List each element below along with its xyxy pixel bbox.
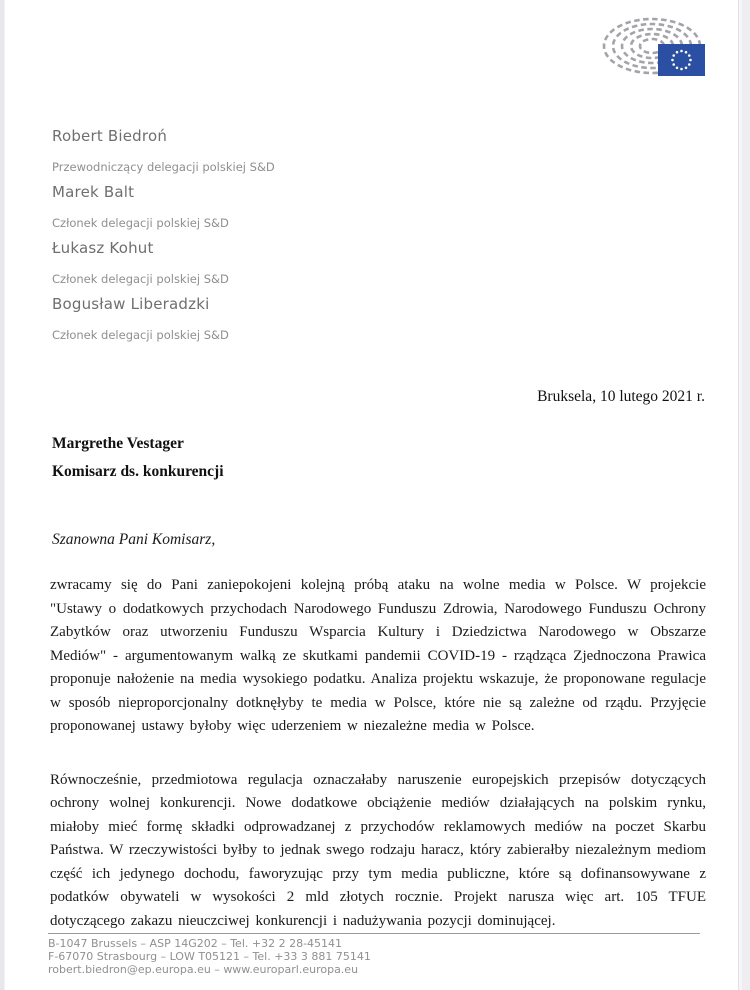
signatory-title: Członek delegacji polskiej S&D [52,216,229,230]
page-right-edge [738,0,750,990]
footer-strasbourg-line: F-67070 Strasbourg – LOW T05121 – Tel. +33 3 881 75141 [48,950,371,963]
signatory-title: Przewodniczący delegacji polskiej S&D [52,160,275,174]
signatory-title: Członek delegacji polskiej S&D [52,272,229,286]
signatory-name: Marek Balt [52,183,135,201]
eu-flag-icon [658,44,705,76]
signatory-name: Łukasz Kohut [52,239,154,257]
dateline: Bruksela, 10 lutego 2021 r. [537,388,705,405]
signatory [52,239,275,286]
signatories-block [52,127,275,351]
signatory [52,127,275,174]
footer-brussels-line: B-1047 Brussels – ASP 14G202 – Tel. +32 2 28-45141 [48,937,343,950]
signatory [52,183,275,230]
footer-contact-line: robert.biedron@ep.europa.eu – www.europarl.europa.eu [48,963,359,976]
page-left-edge [0,0,5,990]
salutation: Szanowna Pani Komisarz, [52,531,216,548]
signatory-name: Robert Biedroń [52,127,168,145]
recipient-title: Komisarz ds. konkurencji [52,463,224,480]
european-parliament-hemicycle-icon [601,16,713,88]
recipient-name: Margrethe Vestager [52,435,184,452]
signatory-name: Bogusław Liberadzki [52,295,210,313]
signatory-title: Członek delegacji polskiej S&D [52,328,229,342]
signatory [52,295,275,342]
european-parliament-logo [601,16,713,88]
paragraph-media-tax: zwracamy się do Pani zaniepokojeni kolejną próbą ataku na wolne media w Polsce. W projekcie "Ustawy o dodatkowych przychodach Narodowego Funduszu Zdrowia, Narodowego Funduszu Ochrony Zabytków oraz utworzeniu Funduszu Wsparcia Kultury i Dziedzictwa Narodowego w Obszarze Mediów" - argumentowanym walką ze skutkami pandemii COVID-19 - rządząca Zjednoczona Prawica proponuje nałożenie na media wysokiego podatku. Analiza projektu wskazuje, że proponowane regulacje w sposób nieproporcjonalny dotknęłyby te media w Polsce, które nie są zależne od rządu. Przyjęcie proponowanej ustawy byłoby więc uderzeniem w niezależne media w Polsce. [50,577,706,734]
footer-block [48,933,700,976]
paragraph-competition-law: Równocześnie, przedmiotowa regulacja oznaczałaby naruszenie europejskich przepisów dotyczących ochrony wolnej konkurencji. Nowe dodatkowe obciążenie mediów działających na polskim rynku, miałoby mieć formę składki odprowadzanej z przychodów reklamowych mediów na poczet Skarbu Państwa. W rzeczywistości byłby to jednak swego rodzaju haracz, który zabierałby niezależnym mediom część ich jedynego dochodu, faworyzując przy tym media publiczne, które są dofinansowywane z podatków obywateli w wysokości 2 mld złotych rocznie. Projekt narusza więc art. 105 TFUE dotyczącego zakazu nieuczciwej konkurencji i nadużywania pozycji dominującej. [50,771,706,929]
letter-body [50,574,706,963]
recipient-block [52,430,224,486]
